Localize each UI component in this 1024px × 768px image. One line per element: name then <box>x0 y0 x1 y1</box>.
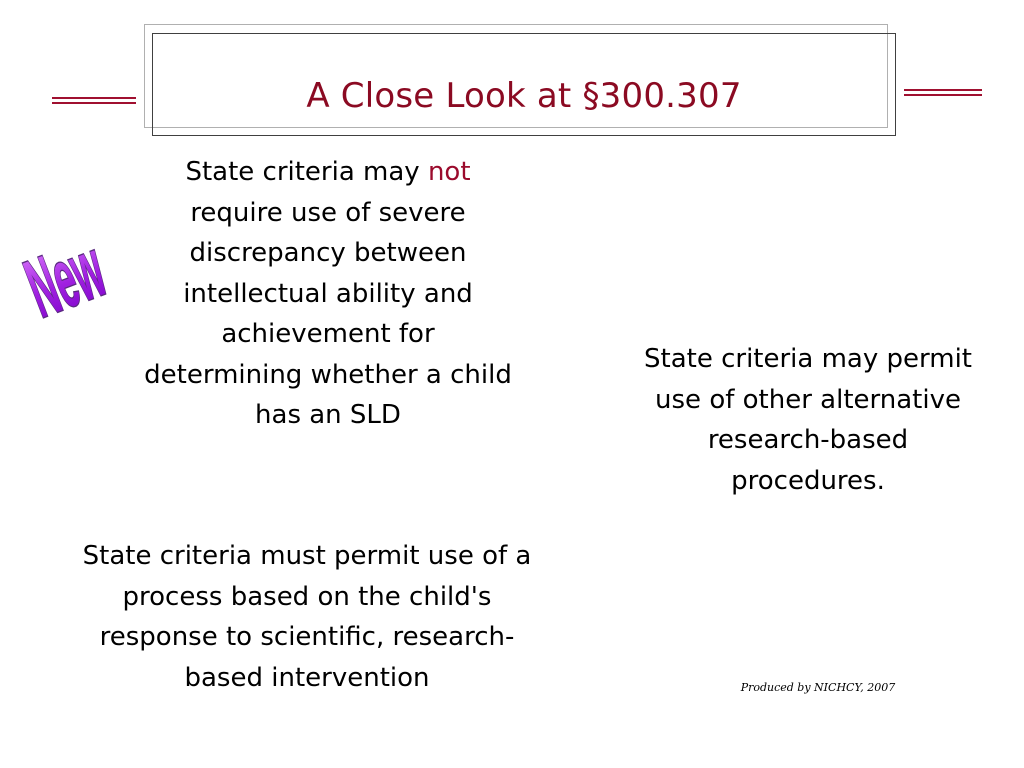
new-badge-text: New <box>13 221 117 336</box>
right-decorative-rule <box>904 89 982 91</box>
criteria-prefix: State criteria may <box>185 157 428 187</box>
criteria-must-permit-text: State criteria must permit use of a process based on the child's response to scientific, research-based intervention <box>82 541 532 693</box>
criteria-may-permit-text: State criteria may permit use of other alternative research-based procedures. <box>644 344 972 496</box>
criteria-emphasis-not: not <box>427 157 471 187</box>
left-decorative-rule <box>52 97 136 99</box>
credit-line: Produced by NICHCY, 2007 <box>740 681 896 694</box>
new-wordart-badge <box>0 200 130 350</box>
slide-title: A Close Look at §300.307 <box>306 76 742 116</box>
criteria-suffix: require use of severe discrepancy between intellectual ability and achievement for determining whether a child has an SLD <box>144 197 512 430</box>
criteria-not-require-text <box>140 152 516 436</box>
